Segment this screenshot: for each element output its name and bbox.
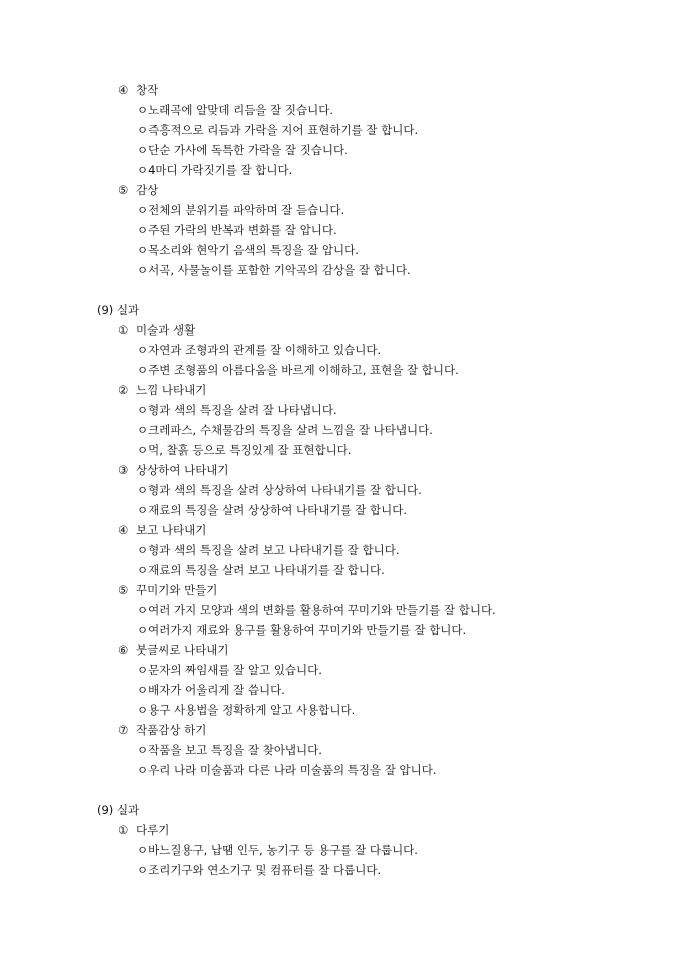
item-title [118, 380, 206, 400]
item-number: ④ [118, 83, 129, 97]
list-item: ㅇ배자가 어울리게 잘 씁니다. [137, 683, 285, 697]
item-title-text: 느낌 나타내기 [136, 383, 207, 397]
item-title-text: 작품감상 하기 [136, 723, 207, 737]
list-item: ㅇ서곡, 사물놀이를 포함한 기악곡의 감상을 잘 합니다. [137, 263, 411, 277]
item-number: ⑦ [118, 723, 129, 737]
list-item: ㅇ자연과 조형과의 관계를 잘 이해하고 있습니다. [137, 343, 382, 357]
item-number: ③ [118, 463, 129, 477]
item-number: ① [118, 823, 129, 837]
list-item: ㅇ재료의 특징을 살려 보고 나타내기를 잘 합니다. [137, 563, 385, 577]
list-item: ㅇ형과 색의 특징을 살려 상상하여 나타내기를 잘 합니다. [137, 483, 422, 497]
list-item: ㅇ노래곡에 알맞데 리듬을 잘 짓습니다. [137, 103, 334, 117]
item-number: ⑤ [118, 583, 129, 597]
item-number: ⑤ [118, 183, 129, 197]
list-item: ㅇ문자의 짜임새를 잘 알고 있습니다. [137, 663, 322, 677]
list-item: ㅇ4마디 가락짓기를 잘 합니다. [137, 163, 293, 177]
list-item: ㅇ먹, 찰흙 등으로 특징있게 잘 표현합니다. [137, 443, 352, 457]
item-title [118, 580, 217, 600]
item-title [118, 320, 195, 340]
item-title [118, 460, 229, 480]
list-item: ㅇ바느질용구, 납땜 인두, 농기구 등 용구를 잘 다룹니다. [137, 843, 418, 857]
item-title-text: 창작 [136, 83, 159, 97]
item-title [118, 720, 206, 740]
item-number: ① [118, 323, 129, 337]
item-title [118, 180, 158, 200]
list-item: ㅇ크레파스, 수채물감의 특징을 살려 느낌을 잘 나타냅니다. [137, 423, 433, 437]
list-item: ㅇ작품을 보고 특징을 잘 찾아냅니다. [137, 743, 322, 757]
list-item: ㅇ목소리와 현악기 음색의 특징을 잘 압니다. [137, 243, 359, 257]
section-heading: (9) 실과 [97, 803, 140, 817]
list-item: ㅇ즉흥적으로 리듬과 가락을 지어 표현하기를 잘 합니다. [137, 123, 419, 137]
item-number: ④ [118, 523, 129, 537]
item-title-text: 꾸미기와 만들기 [136, 583, 218, 597]
list-item: ㅇ재료의 특징을 살려 상상하여 나타내기를 잘 합니다. [137, 503, 407, 517]
section-heading: (9) 실과 [97, 303, 140, 317]
list-item: ㅇ여러가지 재료와 용구를 활용하여 꾸미기와 만들기를 잘 합니다. [137, 623, 467, 637]
list-item: ㅇ우리 나라 미술품과 다른 나라 미술품의 특징을 잘 압니다. [137, 763, 437, 777]
item-title-text: 붓글씨로 나타내기 [136, 643, 229, 657]
list-item: ㅇ전체의 분위기를 파악하며 잘 듣습니다. [137, 203, 345, 217]
list-item: ㅇ단순 가사에 독특한 가락을 잘 짓습니다. [137, 143, 348, 157]
item-title [118, 640, 229, 660]
list-item: ㅇ조리기구와 연소기구 및 컴퓨터를 잘 다룹니다. [137, 863, 382, 877]
item-title-text: 미술과 생활 [136, 323, 196, 337]
list-item: ㅇ주변 조형품의 아름다움을 바르게 이해하고, 표현을 잘 합니다. [137, 363, 459, 377]
item-title [118, 520, 206, 540]
list-item: ㅇ형과 색의 특징을 살려 보고 나타내기를 잘 합니다. [137, 543, 400, 557]
list-item: ㅇ여러 가지 모양과 색의 변화를 활용하여 꾸미기와 만들기를 잘 합니다. [137, 603, 496, 617]
item-number: ⑥ [118, 643, 129, 657]
item-title-text: 감상 [136, 183, 159, 197]
item-title [118, 80, 158, 100]
list-item: ㅇ형과 색의 특징을 살려 잘 나타냅니다. [137, 403, 337, 417]
list-item: ㅇ용구 사용법을 정확하게 알고 사용합니다. [137, 703, 356, 717]
item-title [118, 820, 169, 840]
item-title-text: 상상하여 나타내기 [136, 463, 229, 477]
item-number: ② [118, 383, 129, 397]
item-title-text: 보고 나타내기 [136, 523, 207, 537]
item-title-text: 다루기 [136, 823, 170, 837]
list-item: ㅇ주된 가락의 반복과 변화를 잘 압니다. [137, 223, 337, 237]
